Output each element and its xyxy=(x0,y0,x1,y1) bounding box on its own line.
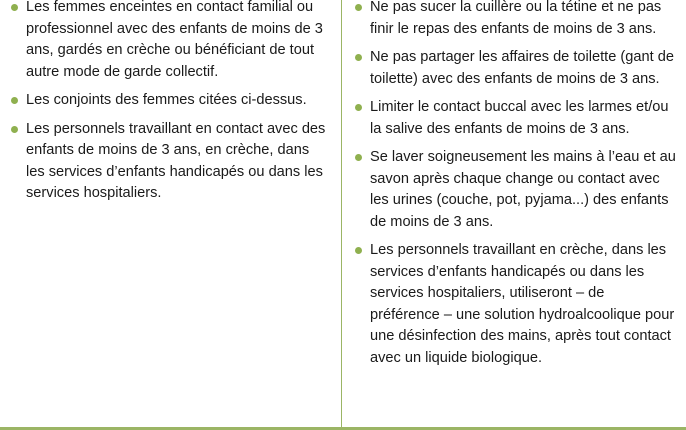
right-column xyxy=(342,0,686,428)
bullet-icon xyxy=(355,4,362,11)
list-item xyxy=(354,147,678,233)
bullet-icon xyxy=(11,126,18,133)
bullet-icon xyxy=(355,247,362,254)
bullet-icon xyxy=(11,97,18,104)
list-item xyxy=(10,90,331,112)
list-item-text: Les personnels travaillant en contact avec des enfants de moins de 3 ans, en crèche, dans les services d’enfants handicapés ou dans les services hospitaliers. xyxy=(26,120,326,201)
bullet-icon xyxy=(355,54,362,61)
list-item xyxy=(354,97,678,140)
list-item-text: Les personnels travaillant en crèche, dans les services d’enfants handicapés ou dans les services hospitaliers, utiliseront – de préférence – une solution hydroalcoolique pour une désinfection des mains, après tout contact avec un liquide biologique. xyxy=(370,242,675,366)
right-list xyxy=(354,0,678,369)
list-item-text: Ne pas partager les affaires de toilette (gant de toilette) avec des enfants de moins de 3 ans. xyxy=(370,49,674,87)
list-item xyxy=(10,0,331,83)
list-item xyxy=(354,47,678,90)
left-list xyxy=(10,0,331,205)
bullet-icon xyxy=(355,154,362,161)
list-item xyxy=(354,240,678,369)
list-item xyxy=(354,0,678,40)
list-item-text: Les conjoints des femmes citées ci-dessus. xyxy=(26,92,307,108)
left-column xyxy=(0,0,342,428)
list-item-text: Se laver soigneusement les mains à l’eau et au savon après chaque change ou contact avec les urines (couche, pot, pyjama...) des enfants de moins de 3 ans. xyxy=(370,149,676,230)
bullet-icon xyxy=(355,104,362,111)
list-item-text: Les femmes enceintes en contact familial ou professionnel avec des enfants de moins de 3 ans, gardés en crèche ou bénéficiant de tout autre mode de garde collectif. xyxy=(26,0,323,80)
list-item xyxy=(10,119,331,205)
bullet-icon xyxy=(11,4,18,11)
list-item-text: Limiter le contact buccal avec les larmes et/ou la salive des enfants de moins de 3 ans. xyxy=(370,99,669,137)
list-item-text: Ne pas sucer la cuillère ou la tétine et ne pas finir le repas des enfants de moins de 3 ans. xyxy=(370,0,662,37)
